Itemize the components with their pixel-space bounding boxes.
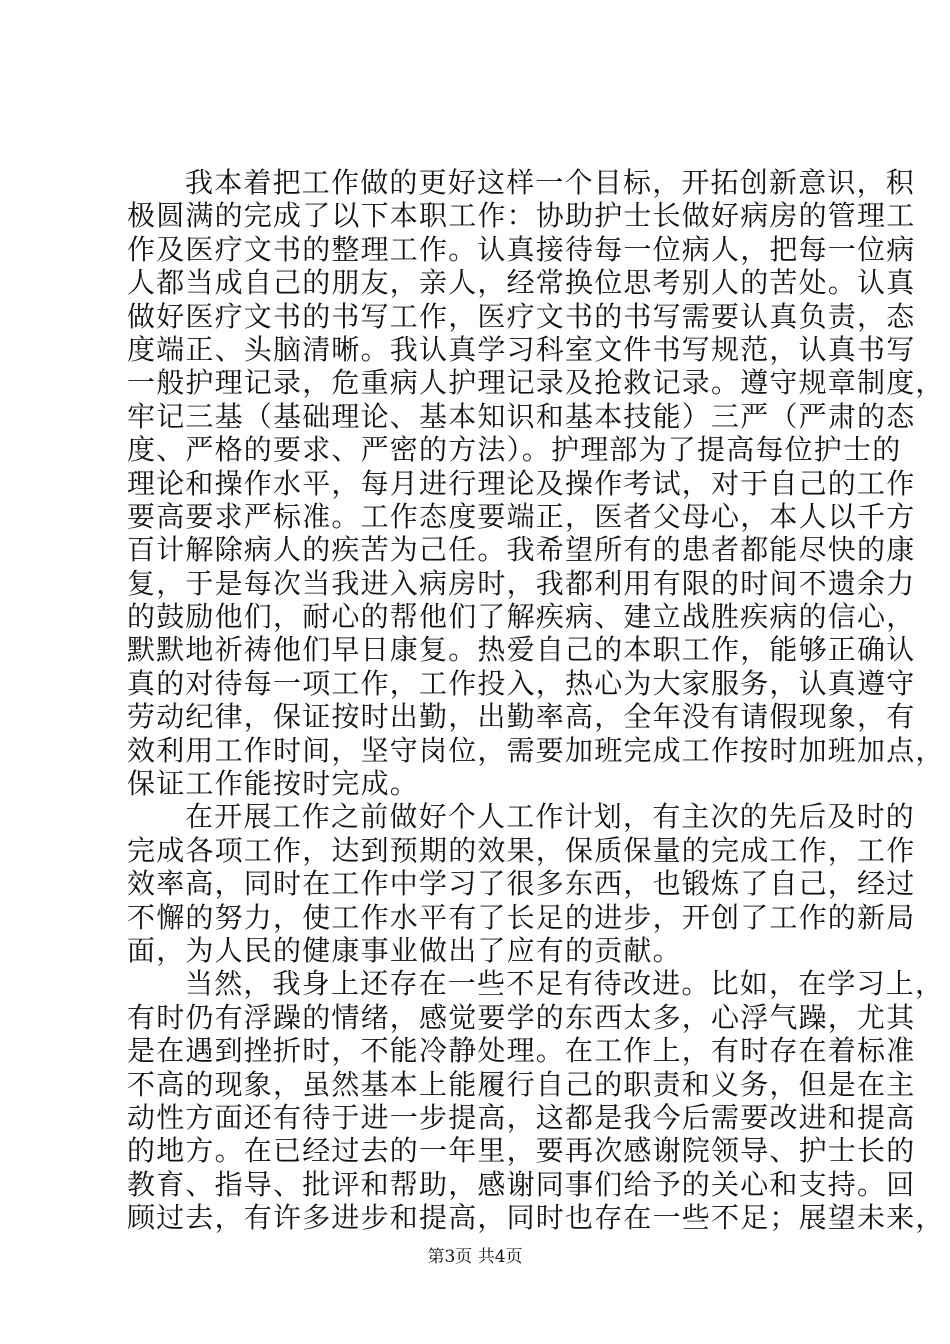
text-line: 度端正、头脑清晰。我认真学习科室文件书写规范，认真书写 — [127, 332, 916, 366]
text-line: 不懈的努力，使工作水平有了长足的进步，开创了工作的新局 — [127, 900, 916, 934]
text-line: 百计解除病人的疾苦为己任。我希望所有的患者都能尽快的康 — [127, 533, 916, 567]
text-line: 我本着把工作做的更好这样一个目标，开拓创新意识，积 — [185, 166, 916, 199]
text-line: 作及医疗文书的整理工作。认真接待每一位病人，把每一位病 — [127, 232, 916, 266]
paragraph-2 — [127, 800, 916, 967]
paragraph-1 — [127, 166, 945, 801]
text-line: 不高的现象，虽然基本上能履行自己的职责和义务，但是在主 — [127, 1067, 916, 1101]
text-line: 牢记三基（基础理论、基本知识和基本技能）三严（严肃的态 — [127, 399, 916, 433]
text-line: 做好医疗文书的书写工作，医疗文书的书写需要认真负责，态 — [127, 299, 916, 333]
text-line: 完成各项工作，达到预期的效果，保质保量的完成工作，工作 — [127, 833, 916, 867]
text-line: 效率高，同时在工作中学习了很多东西，也锻炼了自己，经过 — [127, 867, 916, 901]
text-line: 的地方。在已经过去的一年里，要再次感谢院领导、护士长的 — [127, 1134, 916, 1168]
text-line: 保证工作能按时完成。 — [127, 767, 420, 801]
text-line: 教育、指导、批评和帮助，感谢同事们给予的关心和支持。回 — [127, 1167, 916, 1201]
page-number: 第3页 共4页 — [427, 1247, 523, 1267]
text-line: 面，为人民的健康事业做出了应有的贡献。 — [127, 933, 682, 967]
text-line: 动性方面还有待于进一步提高，这都是我今后需要改进和提高 — [127, 1100, 916, 1134]
paragraph-3 — [127, 967, 945, 1235]
text-line: 有时仍有浮躁的情绪，感觉要学的东西太多，心浮气躁，尤其 — [127, 1000, 916, 1034]
text-line: 极圆满的完成了以下本职工作：协助护士长做好病房的管理工 — [127, 199, 916, 233]
text-line: 人都当成自己的朋友，亲人，经常换位思考别人的苦处。认真 — [127, 266, 916, 300]
text-line: 复，于是每次当我进入病房时，我都利用有限的时间不遗余力 — [127, 566, 916, 600]
page-footer — [0, 1242, 950, 1267]
text-line: 要高要求严标准。工作态度要端正，医者父母心，本人以千方 — [127, 499, 916, 533]
text-line: 顾过去，有许多进步和提高，同时也存在一些不足；展望未来， — [127, 1201, 945, 1235]
text-line: 在开展工作之前做好个人工作计划，有主次的先后及时的 — [185, 800, 916, 834]
text-line: 是在遇到挫折时，不能冷静处理。在工作上，有时存在着标准 — [127, 1034, 916, 1068]
text-line: 的鼓励他们，耐心的帮他们了解疾病、建立战胜疾病的信心， — [127, 600, 916, 634]
text-line: 劳动纪律，保证按时出勤，出勤率高，全年没有请假现象，有 — [127, 700, 916, 734]
text-line: 一般护理记录，危重病人护理记录及抢救记录。遵守规章制度， — [127, 366, 945, 400]
text-line: 当然，我身上还存在一些不足有待改进。比如，在学习上， — [185, 967, 945, 1001]
text-line: 默默地祈祷他们早日康复。热爱自己的本职工作，能够正确认 — [127, 633, 916, 667]
text-line: 度、严格的要求、严密的方法）。护理部为了提高每位护士的 — [127, 433, 902, 467]
text-line: 效利用工作时间，坚守岗位，需要加班完成工作按时加班加点， — [127, 733, 945, 767]
text-line: 理论和操作水平，每月进行理论及操作考试，对于自己的工作 — [127, 466, 916, 500]
document-body — [127, 166, 945, 1235]
text-line: 真的对待每一项工作，工作投入，热心为大家服务，认真遵守 — [127, 666, 916, 700]
